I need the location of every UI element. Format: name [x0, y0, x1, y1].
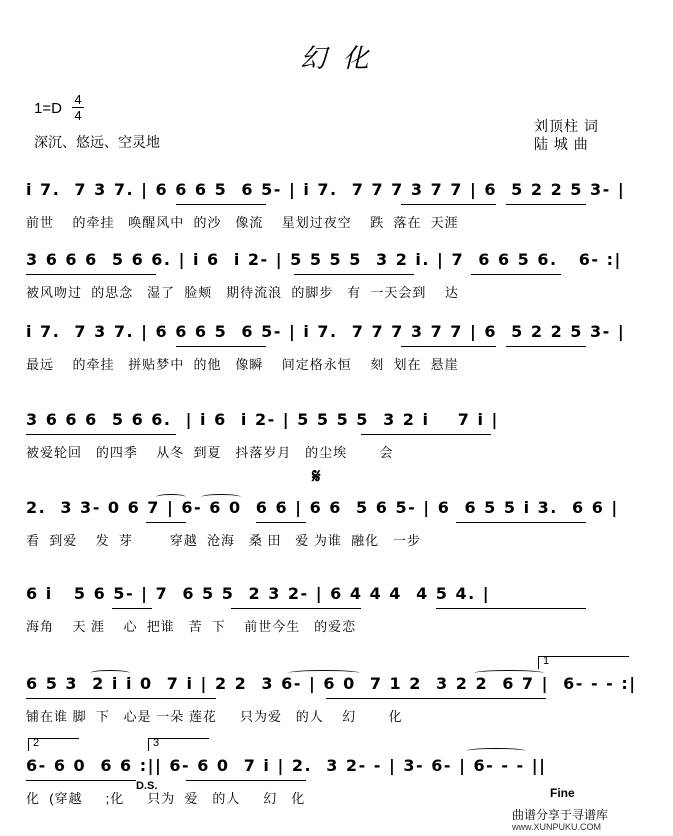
score-notes: 3 6 6 6 5 6 6. | i 6 i 2- | 5 5 5 5 3 2 i. | 7 6 6 5 6. 6- :| [26, 250, 622, 269]
volta-2-label: 2 [33, 737, 40, 749]
score-row-7 [26, 674, 651, 744]
score-lyrics: 海角 天 涯 心 把谁 苦 下 前世今生 的爱恋 [26, 619, 357, 634]
volta-3 [148, 738, 209, 751]
score-notes: 6- 6 0 6 6 :|| 6- 6 0 7 i | 2. 3 2- - | 3- 6- | 6- - - || [26, 756, 547, 775]
score-lyrics: 最远 的牵挂 拼贴梦中 的他 像瞬 间定格永恒 刻 划在 悬崖 [26, 357, 459, 372]
volta-3-label: 3 [153, 737, 160, 749]
time-signature [72, 93, 84, 122]
score-lyrics: 化 (穿越 ;化 只为 爱 的人 幻 化 [26, 791, 306, 806]
score-row-1 [26, 180, 651, 250]
segno-sign: 𝄋 [312, 466, 321, 488]
score-row-2 [26, 250, 651, 320]
lyricist-credit: 刘顶柱 词 [534, 118, 599, 134]
time-sig-top: 4 [74, 92, 82, 107]
volta-1-label: 1 [543, 655, 550, 667]
score-notes: 2. 3 3- 0 6 7 | 6- 6 0 6 6 | 6 6 5 6 5- | 6 6 5 5 i 3. 6 6 | [26, 498, 619, 517]
score-notes: 3 6 6 6 5 6 6. | i 6 i 2- | 5 5 5 5 3 2 i 7 i | [26, 410, 499, 429]
score-lyrics: 铺在谁 脚 下 心是 一朵 莲花 只为爱 的人 幻 化 [26, 709, 403, 724]
score-lyrics: 被风吻过 的思念 湿了 脸颊 期待流浪 的脚步 有 一天会到 达 [26, 285, 459, 300]
score-row-3 [26, 322, 651, 392]
dal-segno-mark: D.S. [136, 780, 158, 792]
volta-2 [28, 738, 79, 751]
score-notes: 6 5 3 2 i i 0 7 i | 2 2 3 6- | 6 0 7 1 2 3 2 2 6 7 | 6- - - :| [26, 674, 637, 693]
composer-credit: 陆 城 曲 [534, 136, 589, 152]
key-signature: 1=D [34, 100, 62, 117]
volta-1 [538, 656, 629, 669]
score-notes: i 7. 7 3 7. | 6 6 6 5 6 5- | i 7. 7 7 7 3 7 7 | 6 5 2 2 5 3- | [26, 322, 626, 341]
song-title: 幻 化 [300, 44, 373, 74]
score-notes: i 7. 7 3 7. | 6 6 6 5 6 5- | i 7. 7 7 7 3 7 7 | 6 5 2 2 5 3- | [26, 180, 626, 199]
score-notes: 6 i 5 6 5- | 7 6 5 5 2 3 2- | 6 4 4 4 4 5 4. | [26, 584, 491, 603]
score-lyrics: 前世 的牵挂 唤醒风中 的沙 像流 星划过夜空 跌 落在 天涯 [26, 215, 459, 230]
fine-mark: Fine [550, 786, 575, 800]
score-lyrics: 看 到爱 发 芽 穿越 沧海 桑 田 爱 为谁 融化 一步 [26, 533, 421, 548]
score-row-4 [26, 410, 651, 480]
score-row-6 [26, 584, 651, 654]
footer-label: 曲谱分享于寻谱库 [512, 808, 609, 822]
performance-style: 深沉、悠远、空灵地 [34, 134, 160, 150]
time-sig-bottom: 4 [74, 108, 82, 123]
footer-url: www.XUNPUKU.COM [512, 822, 602, 832]
score-row-5 [26, 498, 651, 568]
score-lyrics: 被爱轮回 的四季 从冬 到夏 抖落岁月 的尘埃 会 [26, 445, 394, 460]
